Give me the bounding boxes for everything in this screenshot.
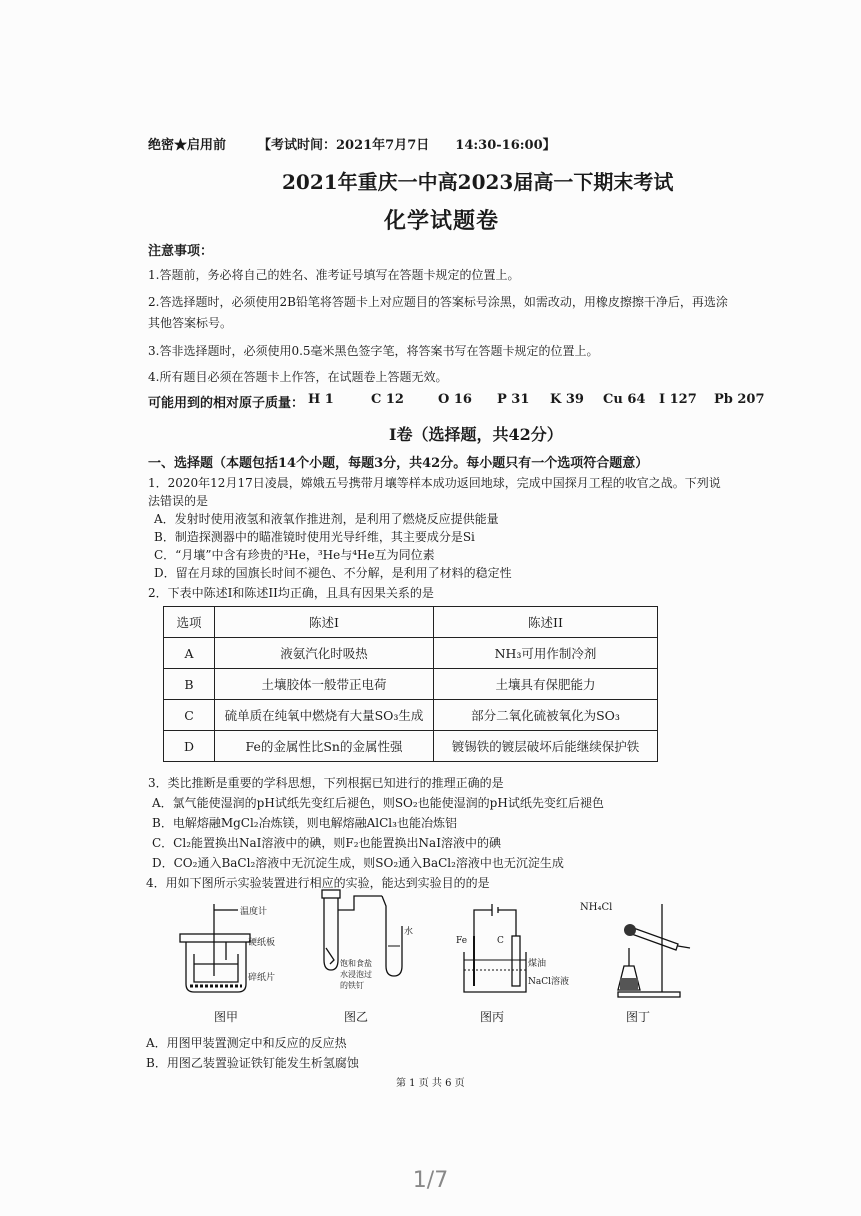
question-1-option: C．“月壤”中含有珍贵的³He，³He与⁴He互为同位素 <box>154 548 435 562</box>
page-counter: 1/7 <box>412 1168 449 1193</box>
figure-caption: 图丙 <box>480 1010 505 1024</box>
figure-label: 的铁钉 <box>340 981 364 990</box>
table-cell: 镀锡铁的镀层破坏后能继续保护铁 <box>434 731 658 762</box>
figure-label: Fe <box>456 936 468 946</box>
table-cell: C <box>164 700 215 731</box>
table-cell: A <box>164 638 215 669</box>
question-1-stem: 1．2020年12月17日凌晨，嫦娥五号携带月壤等样本成功返回地球，完成中国探月工程的收官之战。下列说 <box>148 476 721 490</box>
question-1-option: D．留在月球的国旗长时间不褪色、不分解，是利用了材料的稳定性 <box>154 566 512 580</box>
table-cell: 土壤具有保肥能力 <box>434 669 658 700</box>
figure-label: 碎纸片 <box>248 973 276 983</box>
notice-item: 其他答案标号。 <box>148 316 233 330</box>
exam-subtitle: 化学试题卷 <box>384 208 500 234</box>
confidential-mark: 绝密★启用前 <box>148 138 227 153</box>
question-4-stem: 4．用如下图所示实验装置进行相应的实验，能达到实验目的的是 <box>146 876 490 890</box>
question-3-option: C．Cl₂能置换出NaI溶液中的碘，则F₂也能置换出NaI溶液中的碘 <box>152 836 501 850</box>
question-4-option: B．用图乙装置验证铁钉能发生析氢腐蚀 <box>146 1056 359 1070</box>
figure-label: 硬纸板 <box>248 938 276 948</box>
atomic-mass-label: 可能用到的相对原子质量： <box>148 396 305 411</box>
atomic-mass: Pb 207 <box>714 392 765 407</box>
section-heading: 一、选择题（本题包括14个小题，每题3分，共42分。每小题只有一个选项符合题意） <box>148 456 649 471</box>
figure-caption: 图乙 <box>344 1010 369 1024</box>
notice-item: 2.答选择题时，必须使用2B铅笔将答题卡上对应题目的答案标号涂黑，如需改动，用橡皮擦擦干净后，再选涂 <box>148 295 728 309</box>
figure-caption: 图甲 <box>214 1010 239 1024</box>
section-title: I卷（选择题，共42分） <box>389 425 563 444</box>
question-3-option: A．氯气能使湿润的pH试纸先变红后褪色，则SO₂也能使湿润的pH试纸先变红后褪色 <box>152 796 604 810</box>
table-row <box>164 638 658 669</box>
question-3-option: B．电解熔融MgCl₂冶炼镁，则电解熔融AlCl₃也能冶炼铝 <box>152 816 457 830</box>
table-header-cell: 陈述I <box>215 607 434 638</box>
figure-label: 煤油 <box>528 959 547 969</box>
table-cell: B <box>164 669 215 700</box>
figure-caption: 图丁 <box>626 1010 651 1024</box>
table-header-cell: 陈述II <box>434 607 658 638</box>
figure-label: C <box>497 936 504 946</box>
question-4-option: A．用图甲装置测定中和反应的反应热 <box>146 1036 347 1050</box>
atomic-mass: C 12 <box>371 392 404 407</box>
question-3-stem: 3．类比推断是重要的学科思想，下列根据已知进行的推理正确的是 <box>148 776 504 790</box>
table-cell: 硫单质在纯氧中燃烧有大量SO₃生成 <box>215 700 434 731</box>
atomic-mass: Cu 64 <box>603 392 646 407</box>
atomic-mass: P 31 <box>497 392 530 407</box>
atomic-mass: K 39 <box>550 392 584 407</box>
page-footer: 第 1 页 共 6 页 <box>396 1078 465 1089</box>
figure-label: NaCl溶液 <box>528 977 570 987</box>
question-1-option: A．发射时使用液氢和液氧作推进剂，是利用了燃烧反应提供能量 <box>154 512 499 526</box>
notice-item: 3.答非选择题时，必须使用0.5毫米黑色签字笔，将答案书写在答题卡规定的位置上。 <box>148 344 599 358</box>
table-cell: D <box>164 731 215 762</box>
exam-title: 2021年重庆一中高2023届高一下期末考试 <box>282 170 674 194</box>
notice-item: 4.所有题目必须在答题卡上作答，在试题卷上答题无效。 <box>148 370 448 384</box>
table-cell: 液氨汽化时吸热 <box>215 638 434 669</box>
question-1-stem-cont: 法错误的是 <box>148 494 209 508</box>
notice-item: 1.答题前，务必将自己的姓名、准考证号填写在答题卡规定的位置上。 <box>148 268 520 282</box>
figure-label: NH₄Cl <box>580 902 613 913</box>
table-cell: NH₃可用作制冷剂 <box>434 638 658 669</box>
exam-time: 【考试时间：2021年7月7日 14:30-16:00】 <box>258 138 556 153</box>
atomic-mass: O 16 <box>438 392 472 407</box>
table-cell: 土壤胶体一般带正电荷 <box>215 669 434 700</box>
table-cell: Fe的金属性比Sn的金属性强 <box>215 731 434 762</box>
table-header-cell: 选项 <box>164 607 215 638</box>
table-header-row <box>164 607 658 638</box>
atomic-mass: I 127 <box>659 392 697 407</box>
figure-label: 饱和食盐 <box>340 959 372 968</box>
figure-ammonia-setup <box>598 904 698 1004</box>
table-cell: 部分二氧化硫被氧化为SO₃ <box>434 700 658 731</box>
figure-label: 温度计 <box>240 907 268 917</box>
notice-heading: 注意事项： <box>148 244 214 259</box>
figure-label: 水 <box>404 927 414 937</box>
table-row <box>164 700 658 731</box>
question-3-option: D．CO₂通入BaCl₂溶液中无沉淀生成，则SO₂通入BaCl₂溶液中也无沉淀生成 <box>152 856 564 870</box>
atomic-mass: H 1 <box>308 392 334 407</box>
question-2-table <box>163 606 658 762</box>
question-2-stem: 2．下表中陈述I和陈述II均正确，且具有因果关系的是 <box>148 586 434 600</box>
question-1-option: B．制造探测器中的瞄准镜时使用光导纤维，其主要成分是Si <box>154 530 475 544</box>
table-row <box>164 731 658 762</box>
table-row <box>164 669 658 700</box>
figure-label: 水浸泡过 <box>340 970 372 979</box>
